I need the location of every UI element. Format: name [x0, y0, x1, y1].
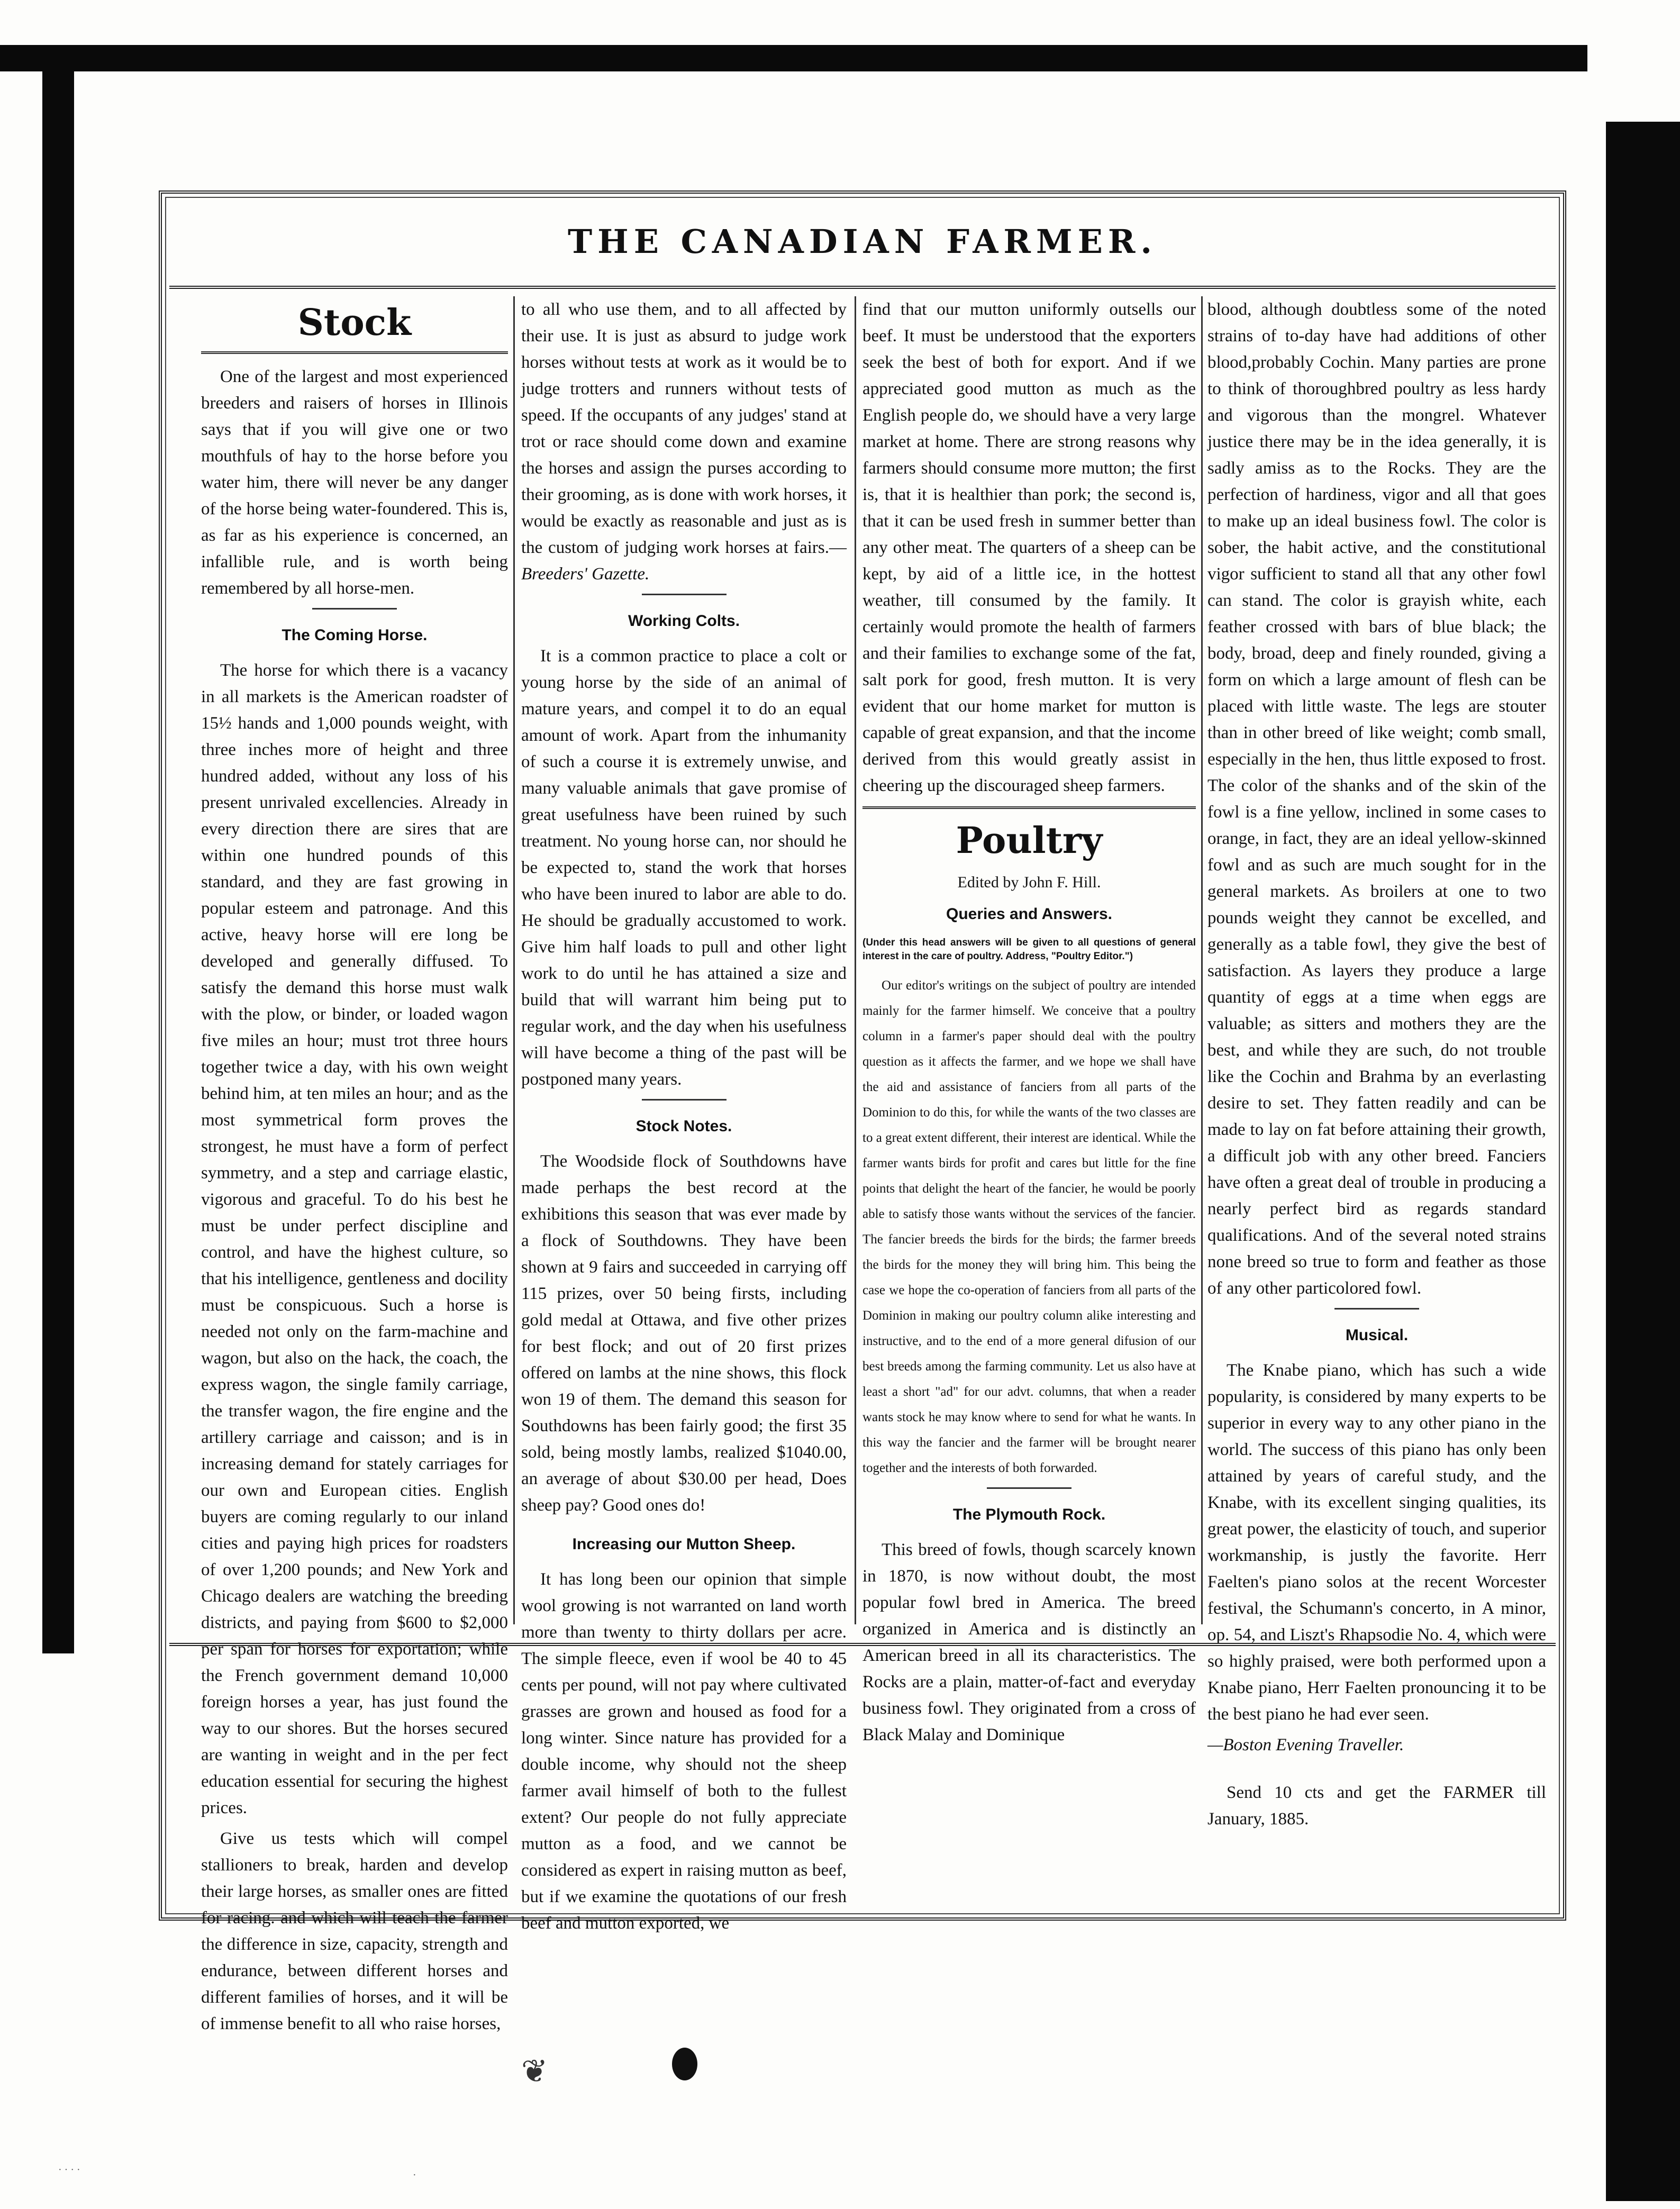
article-stock-notes: The Woodside flock of Southdowns have made perhaps the best record at the exhibitions this season that was ever made by a flock of Southdowns. They have been shown at 9 fairs and succeeded in carrying off 115 prizes, over 50 being firsts, including gold medal at Ottawa, and five other prizes for best flock; and out of 20 first prizes offered on lambs at the nine shows, this flock won 19 of them. The demand this season for Southdowns has been fairly good; the first 35 sold, being mostly lambs, realized $1040.00, an average of about $30.00 per head, Does sheep pay? Good ones do! — [521, 1152, 847, 1515]
heading-working-colts: Working Colts. — [628, 612, 740, 630]
credit-boston-traveller: —Boston Evening Traveller. — [1207, 1735, 1404, 1755]
column-1 — [201, 296, 508, 2033]
article-mutton-cont: find that our mutton uniformly outsells our beef. It must be understood that the exporters seek the best of both for export. And if we appreciated good mutton as much as the English people do, we should have a very large market at home. There are strong reasons why farmers should consume more mutton; the first is, that it is healthier than pork; the second is, that it can be used fresh in summer better than any other meat. The quarters of a sheep can be kept, by aid of a little ice, in the hottest weather, till consumed by the family. It certainly would promote the health of farmers and their families to exchange some of the fat, salt pork for good, fresh mutton. It is very evident that our home market for mutton is capable of great expansion, and that the income derived from this would greatly assist in cheering up the discouraged sheep farmers. — [862, 300, 1196, 795]
heading-stock-notes: Stock Notes. — [635, 1117, 732, 1135]
heading-mutton-sheep: Increasing our Mutton Sheep. — [572, 1535, 796, 1553]
column-rule-2 — [855, 296, 856, 1624]
article-working-colts: It is a common practice to place a colt or young horse by the side of an animal of mature years, and compel it to do an equal amount of work. Apart from the inhumanity of such a course it is extremely unwise, and many valuable animals that gave promise of great usefulness have been ruined by such treatment. No young horse can, nor should he be expected to, stand the work that horses who have been inured to labor are able to do. He should be gradually accustomed to work. Give him half loads to pull and other light work to do until he has attained a size and build that will warrant him being put to regular work, and the day when his usefulness will have become a thing of the past will be postponed many years. — [521, 647, 847, 1089]
article-plymouth-rock: This breed of fowls, though scarcely known in 1870, is now without doubt, the most popular fowl bred in America. The breed organized in America and is distinctly an American breed in all its characteristics. The Rocks are a plain, matter-of-fact and everyday business fowl. They originated from a cross of Black Malay and Dominique — [862, 1540, 1196, 1744]
article-poultry-editor: Our editor's writings on the subject of poultry are intended mainly for the farmer himself. We conceive that a poultry column in a farmer's paper should deal with the poultry question as it affects the farmer, and we hope we shall have the aid and assistance of fanciers from all parts of the Dominion to do this, for while the wants of the two classes are to a great extent different, their interest are identical. While the farmer wants birds for profit and cares but little for the fine points that delight the heart of the fancier, he would be poorly able to satisfy those wants without the services of the fancier. The fancier breeds the birds for the birds; the farmer breeds the birds for the money they will bring him. This being the case we hope the co-operation of fanciers from all parts of the Dominion in making our poultry column alike interesting and instructive, and to the end of a more general difusion of our best breeds among the farming community. Let us also have at least a short "ad" for our advt. columns, that when a reader wants stock he may know where to send for what he wants. In this way the fancier and the farmer will be brought nearer together and the interests of both forwarded. — [862, 978, 1196, 1475]
ink-blot — [672, 2048, 697, 2080]
article-mutton-sheep: It has long been our opinion that simple wool growing is not warranted on land worth more than twenty to thirty dollars per acre. The simple fleece, even if wool be 40 to 45 cents per pound, will not pay where cultivated grasses are grown and housed as food for a long winter. Since nature has provided for a double income, why should not the sheep farmer avail himself of both to the fullest extent? Our people do not fully appreciate mutton as a food, and we cannot be considered as expert in raising mutton as beef, but if we examine the quotations of our fresh beef and mutton exported, we — [521, 1570, 847, 1933]
heading-musical: Musical. — [1345, 1326, 1409, 1344]
section-heading-poultry: Poultry — [956, 820, 1103, 862]
section-rule — [201, 351, 508, 354]
column-3 — [862, 296, 1196, 1744]
article-plymouth-rock-cont: blood, although doubtless some of the noted strains of to-day have had additions of other blood,probably Cochin. Many parties are prone to think of thoroughbred poultry as less hardy and vigorous than the mongrel. Whatever justice there may be in the idea generally, it is sadly amiss as to the Rocks. They are the perfection of hardiness, vigor and all that goes to make up an ideal business fowl. The color is sober, the habit active, and the constitutional vigor sufficient to stand all that any other fowl can stand. The color is grayish white, each feather crossed with bars of blue black; the body, broad, deep and finely rounded, giving a form on which a large amount of flesh can be placed with little waste. The legs are stouter than in other breed of like weight; comb small, especially in the hen, thus little exposed to frost. The color of the shanks and of the skin of the fowl is a fine yellow, inclined in some cases to orange, in fact, they are an ideal yellow-skinned fowl and as such are much sought for in the general markets. As broilers at one to two pounds weight they cannot be excelled, and generally as a table fowl, they give the best of satisfaction. As layers they produce a large quantity of eggs at a time when eggs are valuable; as sitters and mothers they are the best, and while they are such, do not trouble like the Cochin and Brahma by an everlasting desire to set. They fatten readily and can be made to lay on fat before attaining their growth, a difficult job with any other breed. Fanciers have often a great deal of trouble in producing a nearly perfect bird as regards standard qualifications. And of the several noted strains none breed so true to form and feather as those of any other particolored fowl. — [1207, 300, 1546, 1298]
column-rule-1 — [513, 296, 515, 1624]
queries-note: (Under this head answers will be given to all questions of general interest in the care of poultry. Address, "Poultry Editor.") — [862, 937, 1196, 962]
article-coming-horse: The horse for which there is a vacancy in all markets is the American roadster of 15½ hands and 1,000 pounds weight, with three inches more of height and three hundred added, without any loss of his present unrivaled excellencies. Already in every direction there are sires that are within one hundred pounds of this standard, and they are fast growing in popular esteem and patronage. And this active, heavy horse will ere long be developed and generally diffused. To satisfy the demand this horse must walk with the plow, or binder, or loaded wagon five miles an hour; must trot three hours together twice a day, with his own weight behind him, at ten miles an hour; and as the most symmetrical form proves the strongest, he must have a form of perfect symmetry, and a step and carriage elastic, vigorous and graceful. To do his best he must be under perfect discipline and control, and have the highest culture, so that his intelligence, gentleness and docility must be conspicuous. Such a horse is needed not only on the farm-machine and wagon, but also on the hack, the coach, the express wagon, the single family carriage, the transfer wagon, the fire engine and the artillery carriage and caisson; and is in increasing demand for stately carriages for our own and European cities. English buyers are coming regularly to our inland cities and paying high prices for roadsters of over 1,200 pounds; and New York and Chicago dealers are watching the breeding districts, and paying from $600 to $2,000 per span for horses for exportation; while the French government demand 10,000 foreign horses a year, has just found the way to our shores. But the horses secured are wanting in weight and in the per fect education essential for securing the highest prices. — [201, 661, 508, 1817]
printer-ornament-icon: ❦ — [521, 2054, 548, 2089]
section-rule — [862, 806, 1196, 809]
poultry-editor-line: Edited by John F. Hill. — [957, 874, 1101, 891]
divider — [1334, 1308, 1419, 1310]
masthead-title: THE CANADIAN FARMER. — [568, 222, 1157, 261]
scan-speck: · · · · — [58, 2164, 80, 2176]
divider — [642, 1099, 727, 1101]
column-rule-3 — [1201, 296, 1203, 1624]
article-coming-horse-cont: Give us tests which will compel stallioners to break, harden and develop their large horses, as smaller ones are fitted for racing. and which will teach the farmer the difference in size, capacity, strength and endurance, between different horses and different families of horses, and it will be of immense benefit to all who raise horses, — [201, 1829, 508, 2033]
heading-plymouth-rock: The Plymouth Rock. — [952, 1506, 1106, 1523]
masthead-rule — [169, 286, 1556, 289]
scan-edge-top — [0, 45, 1587, 71]
scan-speck: · — [413, 2169, 416, 2181]
subscription-notice: Send 10 cts and get the FARMER till January, 1885. — [1207, 1783, 1546, 1829]
article-tests-text: to all who use them, and to all affected by their use. It is just as absurd to judge work horses without tests at work as it would be to judge trotters and runners without tests of speed. If the occupants of any judges' stand at trot or race should come down and examine the horses and assign the purses according to their grooming, as is done with work horses, it would be exactly as reasonable and just as is the custom of judging work horses at fairs.— — [521, 300, 847, 557]
article-tests-cont — [521, 296, 847, 587]
scan-edge-right — [1606, 122, 1680, 2201]
credit-breeders-gazette: Breeders' Gazette. — [521, 565, 650, 584]
divider — [642, 594, 727, 595]
bottom-rule — [169, 1643, 1556, 1646]
column-2 — [521, 296, 847, 1933]
divider — [312, 608, 397, 610]
heading-queries-answers: Queries and Answers. — [946, 905, 1112, 923]
column-4 — [1207, 296, 1546, 1829]
scan-edge-left — [42, 45, 74, 1653]
divider — [987, 1487, 1071, 1489]
heading-coming-horse: The Coming Horse. — [281, 626, 428, 644]
article-knabe-piano: The Knabe piano, which has such a wide popularity, is considered by many experts to be superior in every way to any other piano in the world. The success of this piano has only been attained by years of careful study, and the Knabe, with its excellent singing qualities, its great power, the elasticity of touch, and superior workmanship, is justly the favorite. Herr Faelten's piano solos at the recent Worcester festival, the Schumann's concerto, in A minor, op. 54, and Liszt's Rhapsodie No. 4, which were so highly praised, were both performed upon a Knabe piano, Herr Faelten pronouncing it to be the best piano he had ever seen. — [1207, 1361, 1546, 1724]
section-heading-stock: Stock — [297, 302, 412, 344]
article-horse-water: One of the largest and most experienced breeders and raisers of horses in Illinois says that if you will give one or two mouthfuls of hay to the horse before you water him, there will never be any danger of the horse being water-foundered. This is, as far as his experience is concerned, an infallible rule, and is worth being remembered by all horse-men. — [201, 367, 508, 598]
